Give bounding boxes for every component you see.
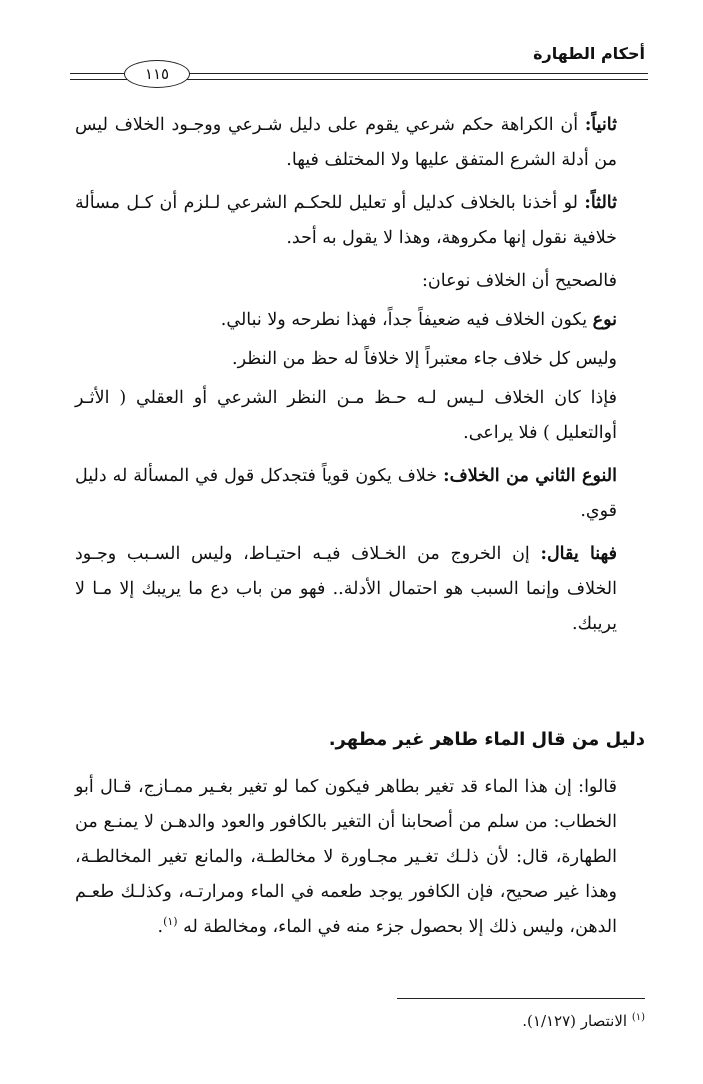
paragraph-text: قالوا: إن هذا الماء قد تغير بطاهر فيكون كما لو تغير بغـير ممـازج، قـال أبو الخطاب: من سلم من أصحابنا أن التغير بالكافور والعود والدهـن لا يمنـع من الطهارة، قال: لأن ذلـك تغـير مجـاورة لا مخالطـة، والمانع تغير المخالطـة، وهذا غير صحيح، فإن الكافور يوجد طعمه في الماء ومرارتـه، وكذلـك طعـم الدهن، وليس ذلك إلا بحصول جزء منه في الماء، ومخالطة له xyxy=(75,777,617,937)
paragraph-text: وليس كل خلاف جاء معتبراً إلا خلافاً له حظ من النظر. xyxy=(232,349,617,369)
section-text xyxy=(75,770,645,953)
footnote-reference[interactable]: (١) xyxy=(163,915,178,929)
paragraph xyxy=(75,381,645,451)
paragraph-text: أن الكراهة حكم شرعي يقوم على دليل شـرعي ووجـود الخلاف ليس من أدلة الشرع المتفق عليها ولا المختلف فيها. xyxy=(75,115,617,170)
footnote-marker: (١) xyxy=(631,1012,645,1023)
paragraph-lead: ثانياً: xyxy=(584,115,617,135)
section-heading: دليل من قال الماء طاهر غير مطهر. xyxy=(328,729,645,750)
paragraph-text: خلاف يكون قوياً فتجدكل قول في المسألة له دليل قوي. xyxy=(75,466,617,521)
paragraph xyxy=(75,186,645,256)
paragraph-lead: نوع xyxy=(592,310,617,330)
paragraph-lead: النوع الثاني من الخلاف: xyxy=(443,466,617,486)
paragraph-text: فإذا كان الخلاف لـيس لـه حـظ مـن النظر الشرعي أو العقلي ( الأثـر أوالتعليل ) فلا يراعى. xyxy=(75,388,617,443)
paragraph xyxy=(75,303,645,338)
paragraph: قالوا: إن هذا الماء قد تغير بطاهر فيكون كما لو تغير بغـير ممـازج، قـال أبو الخطاب: من سلم من أصحابنا أن التغير بالكافور والعود والدهـن لا يمنـع من الطهارة، قال: لأن ذلـك تغـير مجـاورة لا مخالطـة، والمانع تغير المخالطـة، وهذا غير صحيح، فإن الكافور يوجد طعمه في الماء ومرارتـه، وكذلـك طعـم الدهن، وليس ذلك إلا بحصول جزء منه في الماء، ومخالطة له $^{(١)}$. xyxy=(75,777,617,937)
paragraph-text: لو أخذنا بالخلاف كدليل أو تعليل للحكـم الشرعي لـلزم أن كـل مسألة خلافية نقول إنها مكروهة، وهذا لا يقول به أحد. xyxy=(75,193,617,248)
page-number: ١١٥ xyxy=(124,60,190,88)
paragraph xyxy=(75,537,645,642)
paragraph-text: فالصحيح أن الخلاف نوعان: xyxy=(422,271,617,291)
paragraph-lead: ثالثاً: xyxy=(584,193,617,213)
paragraph-text: إن الخروج من الخـلاف فيـه احتيـاط، وليس السـبب وجـود الخلاف وإنما السبب هو احتمال الأدلة.. فهو من باب دع ما يريبك إلا مـا لا يريبك. xyxy=(75,544,617,634)
footnote-rule xyxy=(397,998,645,999)
paragraph-text: يكون الخلاف فيه ضعيفاً جداً، فهذا نطرحه ولا نبالي. xyxy=(220,310,593,330)
paragraph-lead: فهنا يقال: xyxy=(540,544,617,564)
main-text xyxy=(75,108,645,650)
verse-line xyxy=(75,342,645,377)
paragraph xyxy=(75,108,645,178)
paragraph xyxy=(75,459,645,529)
footnote xyxy=(522,1012,645,1030)
footnote-text: الانتصار (١/١٢٧). xyxy=(522,1012,632,1030)
paragraph xyxy=(75,264,645,299)
running-title: أحكام الطهارة xyxy=(533,44,645,63)
